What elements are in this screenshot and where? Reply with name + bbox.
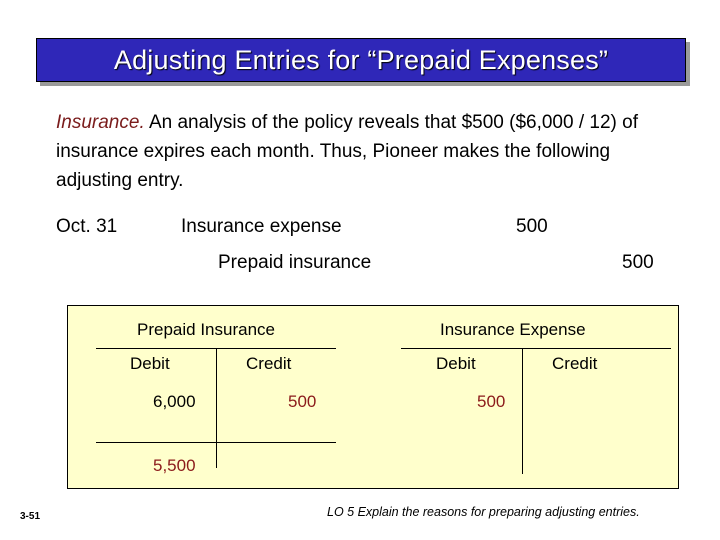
title-bar: [36, 38, 686, 82]
credit-entry: 500: [288, 392, 317, 411]
credit-label: Credit: [552, 354, 598, 373]
debit-label: Debit: [436, 354, 476, 373]
debit-entry: 6,000: [153, 392, 196, 411]
paragraph-lead: Insurance.: [56, 112, 145, 133]
t-account-divider: [522, 348, 523, 474]
t-account-top-rule: [401, 348, 671, 349]
slide-number: 3-51: [20, 511, 41, 522]
balance-rule: [96, 442, 336, 443]
t-account-divider: [216, 348, 217, 468]
entry-debit-account: Insurance expense: [181, 216, 342, 237]
explanation-paragraph: [56, 108, 686, 195]
paragraph-body: An analysis of the policy reveals that $500 ($6,000 / 12) of insurance expires each month. Thus, Pioneer makes the following adjusting entry.: [56, 112, 638, 191]
balance-entry: 5,500: [153, 456, 196, 475]
entry-date: Oct. 31: [56, 216, 118, 237]
debit-label: Debit: [130, 354, 170, 373]
slide-title: Adjusting Entries for “Prepaid Expenses”: [113, 44, 609, 75]
debit-entry: 500: [477, 392, 506, 411]
entry-credit-account: Prepaid insurance: [218, 252, 372, 273]
t-accounts-panel: [67, 305, 679, 489]
entry-credit-amount: 500: [622, 252, 654, 273]
t-account-title: Prepaid Insurance: [137, 320, 275, 339]
credit-label: Credit: [246, 354, 292, 373]
learning-objective: LO 5 Explain the reasons for preparing adjusting entries.: [327, 505, 640, 519]
entry-debit-amount: 500: [516, 216, 548, 237]
t-account-title: Insurance Expense: [440, 320, 586, 339]
